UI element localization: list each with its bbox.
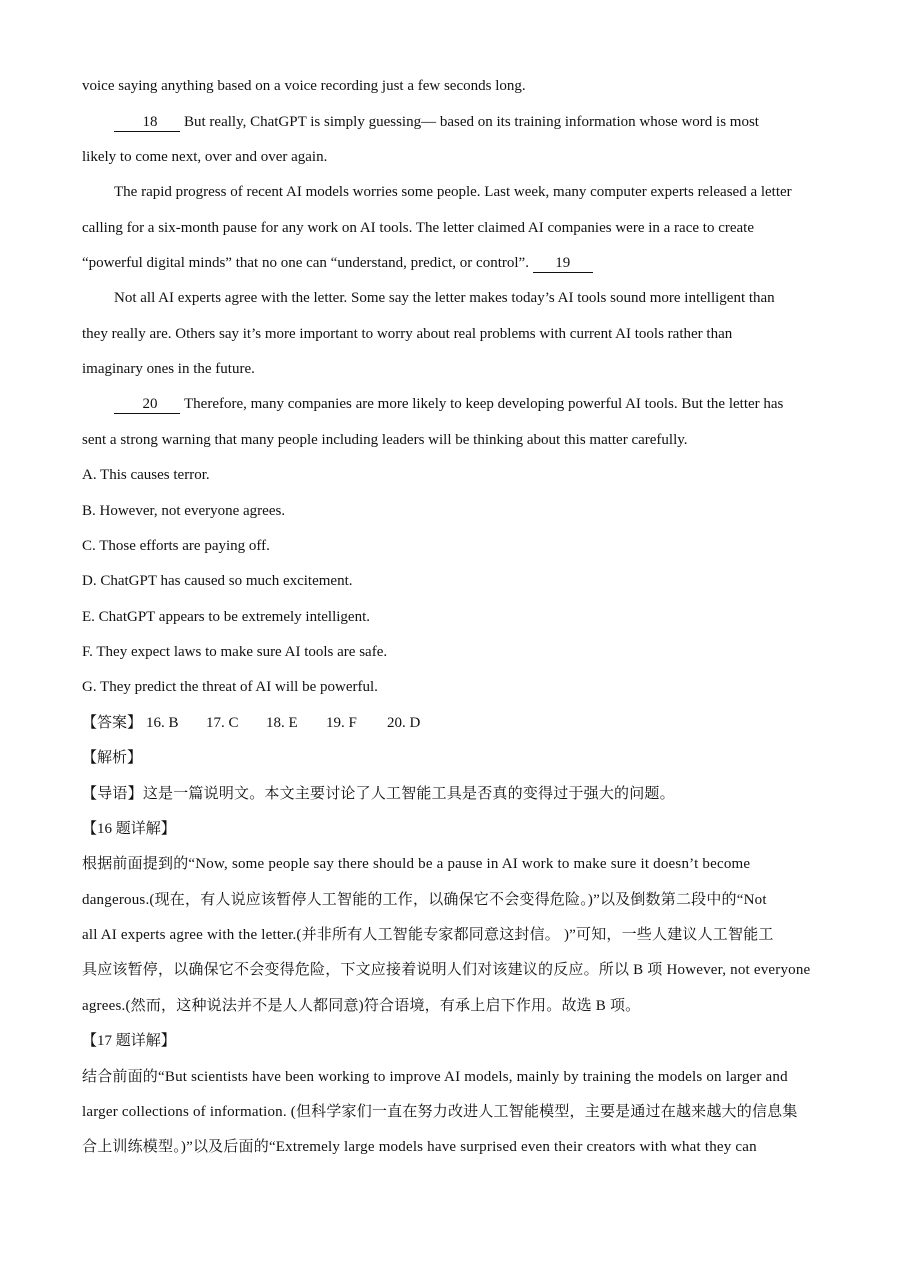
q17-line: 结合前面的“But scientists have been working to improve AI models, mainly by training the models on larger and <box>82 1069 788 1085</box>
q17-line: larger collections of information. (但科学家们一直在努力改进人工智能模型，主要是通过在越来越大的信息集 <box>82 1104 798 1120</box>
option-b: B. However, not everyone agrees. <box>82 503 286 519</box>
q16-line: agrees.(然而，这种说法并不是人人都同意)符合语境，有承上启下作用。故选 B 项。 <box>82 998 641 1014</box>
passage-line: likely to come next, over and over again. <box>82 149 328 165</box>
option-c: C. Those efforts are paying off. <box>82 538 270 554</box>
intro-line <box>82 777 820 812</box>
blank-20: 20 <box>114 395 180 414</box>
option-d: D. ChatGPT has caused so much excitement. <box>82 573 353 589</box>
intro-tag: 【导语】 <box>82 786 143 802</box>
passage-text: Therefore, many companies are more likely to keep developing powerful AI tools. But the letter has <box>184 396 784 412</box>
answer-item: 20. D <box>387 715 421 731</box>
q16-title: 【16 题详解】 <box>82 821 176 837</box>
blank-18: 18 <box>114 113 180 132</box>
passage-line: voice saying anything based on a voice recording just a few seconds long. <box>82 78 526 94</box>
passage-line: sent a strong warning that many people including leaders will be thinking about this matter carefully. <box>82 432 688 448</box>
analysis-tag: 【解析】 <box>82 750 143 766</box>
q16-line: all AI experts agree with the letter.(并非所有人工智能专家都同意这封信。 )”可知，一些人建议人工智能工 <box>82 927 774 943</box>
q16-line: 根据前面提到的“Now, some people say there should be a pause in AI work to make sure it doesn’t become <box>82 856 751 872</box>
passage-line <box>114 387 820 422</box>
passage-text: “powerful digital minds” that no one can “understand, predict, or control”. <box>82 255 529 271</box>
passage-text: But really, ChatGPT is simply guessing— based on its training information whose word is most <box>184 114 759 130</box>
q16-line: 具应该暂停，以确保它不会变得危险，下文应接着说明人们对该建议的反应。所以 B 项 However, not everyone <box>82 962 811 978</box>
q17-line: 合上训练模型。)”以及后面的“Extremely large models have surprised even their creators with what they can <box>82 1139 757 1155</box>
answer-item: 17. C <box>206 715 239 731</box>
answer-item: 19. F <box>326 715 357 731</box>
passage-line: calling for a six-month pause for any work on AI tools. The letter claimed AI companies were in a race to create <box>82 220 754 236</box>
option-e: E. ChatGPT appears to be extremely intelligent. <box>82 609 370 625</box>
q16-line: dangerous.(现在，有人说应该暂停人工智能的工作，以确保它不会变得危险。)”以及倒数第二段中的“Not <box>82 892 767 908</box>
answer-line <box>82 706 820 741</box>
passage-line <box>114 105 820 140</box>
intro-text: 这是一篇说明文。本文主要讨论了人工智能工具是否真的变得过于强大的问题。 <box>142 786 675 802</box>
answer-item: 16. B <box>146 715 179 731</box>
passage-line: they really are. Others say it’s more important to worry about real problems with current AI tools rather than <box>82 326 733 342</box>
answer-item: 18. E <box>266 715 298 731</box>
option-f: F. They expect laws to make sure AI tools are safe. <box>82 644 388 660</box>
option-g: G. They predict the threat of AI will be powerful. <box>82 679 378 695</box>
passage-line: imaginary ones in the future. <box>82 361 255 377</box>
passage-line: The rapid progress of recent AI models worries some people. Last week, many computer experts released a letter <box>114 184 792 200</box>
passage-line <box>82 246 820 281</box>
answer-tag: 【答案】 <box>82 715 143 731</box>
q17-title: 【17 题详解】 <box>82 1033 176 1049</box>
option-a: A. This causes terror. <box>82 467 210 483</box>
blank-19: 19 <box>533 254 593 273</box>
passage-line: Not all AI experts agree with the letter. Some say the letter makes today’s AI tools sound more intelligent than <box>114 290 775 306</box>
